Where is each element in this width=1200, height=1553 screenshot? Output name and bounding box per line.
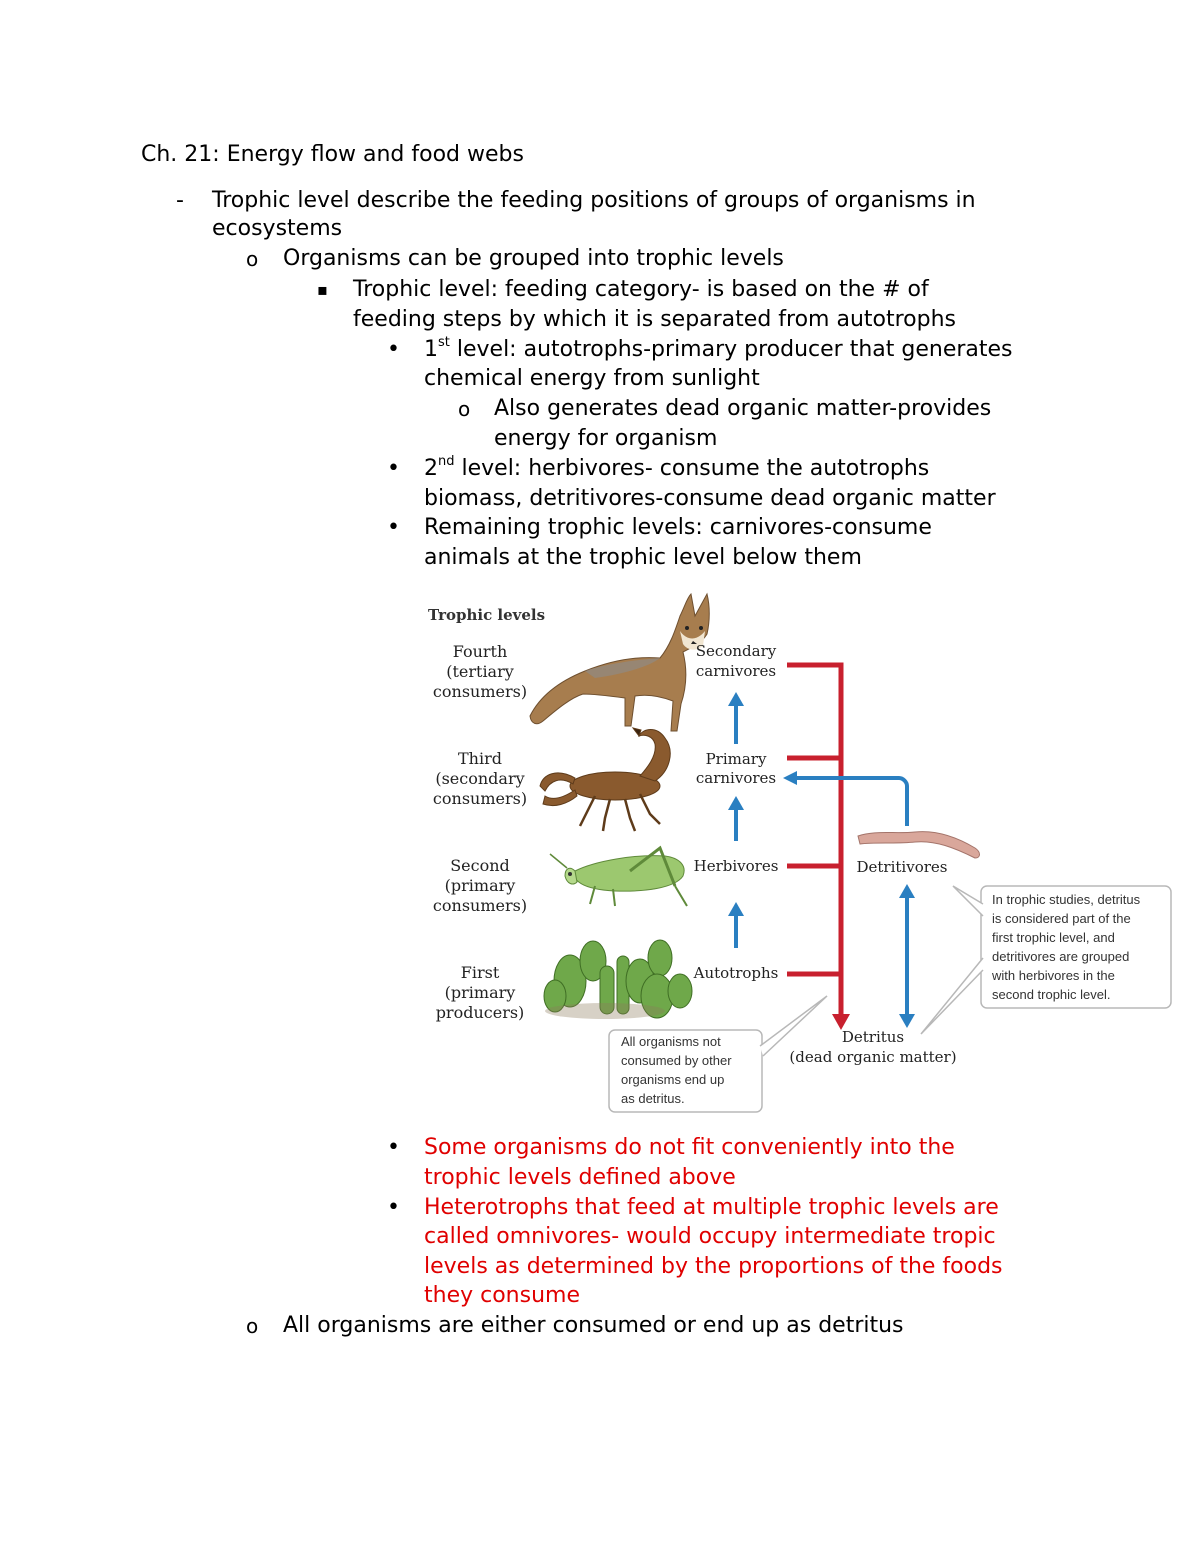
callout-right xyxy=(921,886,1171,1034)
level-fourth-sub2: consumers) xyxy=(432,682,528,701)
role-primary-a: Primary xyxy=(705,750,767,768)
red-detritus-flow xyxy=(787,665,841,1016)
blue-arrowhead-up xyxy=(899,884,915,898)
list-item-text: Trophic level describe the feeding positions of groups of organisms in xyxy=(212,188,976,213)
level-third-sub1: (secondary xyxy=(435,769,525,788)
blue-up-arrows xyxy=(728,692,744,948)
role-herbivores: Herbivores xyxy=(693,857,779,875)
callout-right-line: detritivores are grouped xyxy=(992,949,1130,964)
list-item-text: 1st level: autotrophs-primary producer that generates xyxy=(424,334,1013,362)
list-item-text: Trophic level: feeding category- is based on the # of xyxy=(353,277,929,302)
role-secondary-b: carnivores xyxy=(695,662,777,680)
blue-arrowhead-left xyxy=(783,771,797,785)
callout-left-line: as detritus. xyxy=(621,1091,685,1106)
dot-bullet: • xyxy=(387,515,400,540)
dot-bullet: • xyxy=(387,456,400,481)
level-third-sub2: consumers) xyxy=(432,789,528,808)
role-autotrophs: Autotrophs xyxy=(693,964,779,982)
role-detritivores: Detritivores xyxy=(856,858,948,876)
list-item-text: biomass, detritivores-consume dead organic matter xyxy=(424,486,996,511)
list-item-text: Heterotrophs that feed at multiple trophic levels are xyxy=(424,1195,999,1220)
list-item-text: Some organisms do not fit conveniently into the xyxy=(424,1135,955,1160)
square-bullet: ▪ xyxy=(317,280,328,299)
level-third-label: Third xyxy=(458,749,502,768)
level-second-sub1: (primary xyxy=(444,876,516,895)
callout-right-line: In trophic studies, detritus xyxy=(992,892,1141,907)
list-item-text: All organisms are either consumed or end up as detritus xyxy=(283,1313,904,1338)
circle-bullet: o xyxy=(246,247,259,271)
list-item-text: Also generates dead organic matter-provides xyxy=(494,396,992,421)
trophic-levels-figure xyxy=(425,586,1175,1116)
cactus-illustration xyxy=(544,940,692,1019)
list-item-text: ecosystems xyxy=(212,216,343,241)
level-first-sub1: (primary xyxy=(444,983,516,1002)
list-item-text: chemical energy from sunlight xyxy=(424,366,760,391)
callout-left-line: All organisms not xyxy=(621,1034,721,1049)
list-item-text: animals at the trophic level below them xyxy=(424,545,862,570)
circle-bullet: o xyxy=(458,397,471,421)
worm-illustration xyxy=(858,832,980,858)
level-fourth-label: Fourth xyxy=(452,642,508,661)
list-item-text: called omnivores- would occupy intermediate tropic xyxy=(424,1224,996,1249)
list-item-text: Remaining trophic levels: carnivores-consume xyxy=(424,515,932,540)
callout-right-line: is considered part of the xyxy=(992,911,1131,926)
role-detritus-sub: (dead organic matter) xyxy=(789,1048,957,1066)
page-title: Ch. 21: Energy flow and food webs xyxy=(141,142,524,167)
role-secondary-a: Secondary xyxy=(695,642,777,660)
level-second-sub2: consumers) xyxy=(432,896,528,915)
list-item-text: trophic levels defined above xyxy=(424,1165,736,1190)
callout-right-line: first trophic level, and xyxy=(992,930,1115,945)
dot-bullet: • xyxy=(387,337,400,362)
list-item-text: they consume xyxy=(424,1283,580,1308)
callout-right-line: with herbivores in the xyxy=(992,968,1115,983)
blue-detritivore-flow xyxy=(795,778,907,1016)
list-item-text: Organisms can be grouped into trophic levels xyxy=(283,246,784,271)
dot-bullet: • xyxy=(387,1135,400,1160)
level-first-sub2: producers) xyxy=(435,1003,525,1022)
callout-left-line: organisms end up xyxy=(621,1072,725,1087)
callout-left-line: consumed by other xyxy=(621,1053,732,1068)
fox-illustration xyxy=(530,594,709,731)
level-fourth-sub1: (tertiary xyxy=(446,662,514,681)
list-item-text: 2nd level: herbivores- consume the autotrophs xyxy=(424,453,930,481)
list-item-text: levels as determined by the proportions of the foods xyxy=(424,1254,1003,1279)
level-first-label: First xyxy=(460,963,500,982)
level-second-label: Second xyxy=(450,856,510,875)
role-primary-b: carnivores xyxy=(695,769,777,787)
scorpion-illustration xyxy=(540,728,670,831)
dash-bullet: - xyxy=(176,188,184,213)
dot-bullet: • xyxy=(387,1195,400,1220)
circle-bullet: o xyxy=(246,1314,259,1338)
list-item-text: energy for organism xyxy=(494,426,718,451)
list-item-text: feeding steps by which it is separated from autotrophs xyxy=(353,307,957,332)
callout-right-line: second trophic level. xyxy=(992,987,1111,1002)
figure-title: Trophic levels xyxy=(428,606,546,624)
blue-arrowhead-down xyxy=(899,1014,915,1028)
role-detritus: Detritus xyxy=(841,1028,905,1046)
grasshopper-illustration xyxy=(550,848,687,906)
